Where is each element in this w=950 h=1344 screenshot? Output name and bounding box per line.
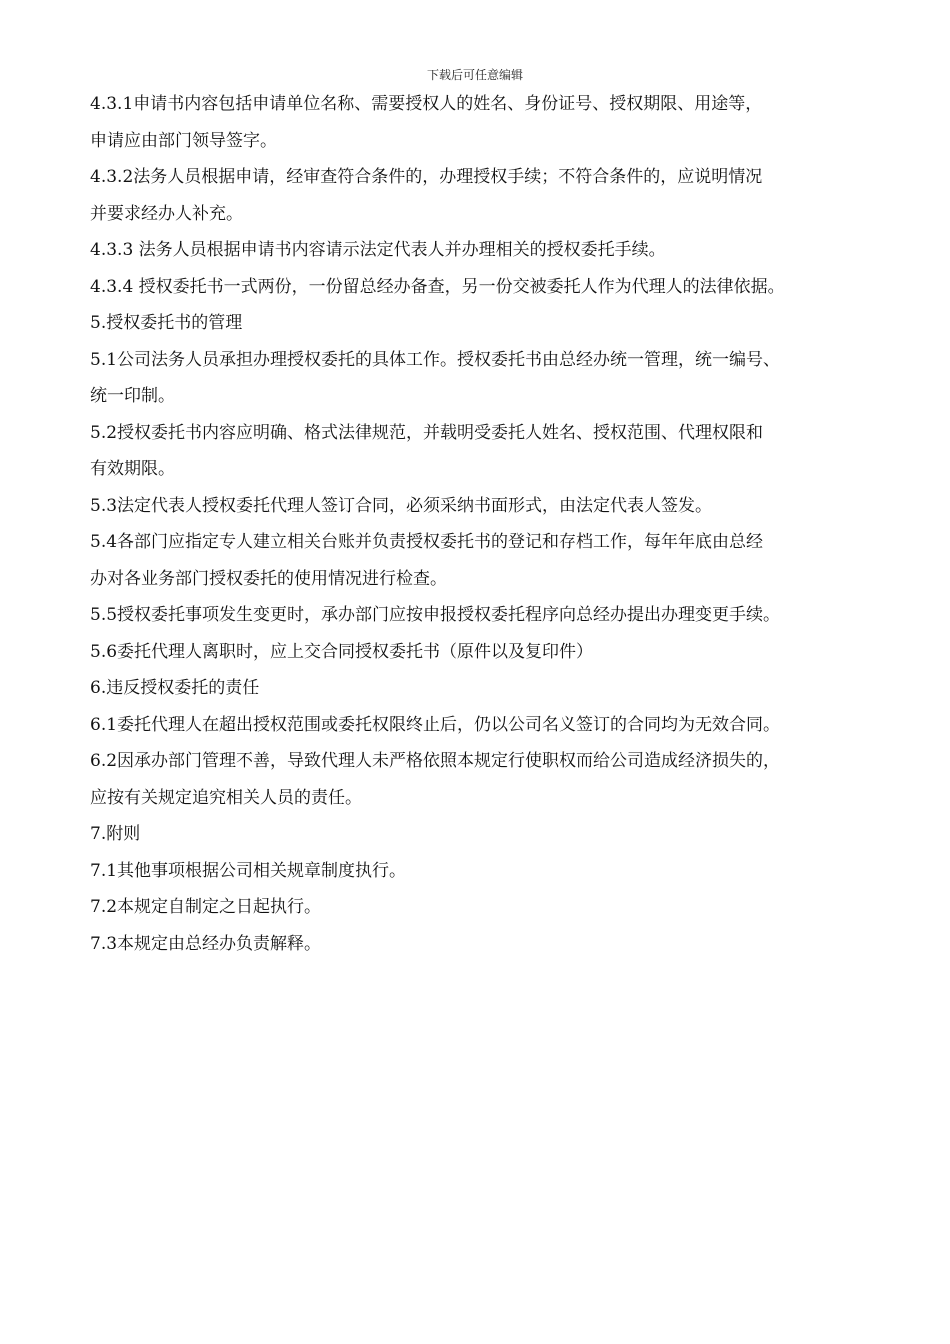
text-line: 4.3.3 法务人员根据申请书内容请示法定代表人并办理相关的授权委托手续。 [90, 240, 666, 260]
text-line: 并要求经办人补充。 [90, 203, 243, 224]
document-body [90, 86, 880, 962]
text-line: 6.2因承办部门管理不善，导致代理人未严格依照本规定行使职权而给公司造成经济损失的， [90, 751, 781, 771]
text-line: 7.3本规定由总经办负责解释。 [90, 933, 322, 954]
text-line: 申请应由部门领导签字。 [90, 130, 277, 151]
header-note: 下载后可任意编辑 [426, 68, 523, 82]
text-line: 4.3.1申请书内容包括申请单位名称、需要授权人的姓名、身份证号、授权期限、用途等， [90, 94, 763, 114]
text-line: 有效期限。 [90, 459, 175, 479]
text-line: 5.4各部门应指定专人建立相关台账并负责授权委托书的登记和存档工作，每年年底由总经 [90, 532, 764, 552]
text-line: 5.5授权委托事项发生变更时，承办部门应按申报授权委托程序向总经办提出办理变更手续。 [90, 605, 781, 625]
text-line: 5.3法定代表人授权委托代理人签订合同，必须采纳书面形式，由法定代表人签发。 [90, 495, 713, 516]
text-line: 4.3.2法务人员根据申请，经审查符合条件的，办理授权手续；不符合条件的，应说明情况 [90, 167, 763, 187]
text-line: 办对各业务部门授权委托的使用情况进行检查。 [90, 568, 447, 589]
text-line: 7.2本规定自制定之日起执行。 [90, 897, 322, 917]
section-heading: 6.违反授权委托的责任 [90, 678, 260, 698]
section-heading: 5.授权委托书的管理 [90, 313, 243, 333]
text-line: 应按有关规定追究相关人员的责任。 [90, 787, 362, 808]
text-line: 4.3.4 授权委托书一式两份，一份留总经办备查，另一份交被委托人作为代理人的法律依据。 [90, 276, 785, 297]
text-line: 5.2授权委托书内容应明确、格式法律规范，并载明受委托人姓名、授权范围、代理权限和 [90, 422, 764, 443]
text-line: 7.1其他事项根据公司相关规章制度执行。 [90, 860, 407, 881]
text-line: 5.6委托代理人离职时，应上交合同授权委托书（原件以及复印件） [90, 641, 594, 662]
section-heading: 7.附则 [90, 824, 141, 844]
text-line: 5.1公司法务人员承担办理授权委托的具体工作。授权委托书由总经办统一管理，统一编号、 [90, 349, 781, 370]
text-line: 6.1委托代理人在超出授权范围或委托权限终止后，仍以公司名义签订的合同均为无效合同。 [90, 714, 781, 735]
text-line: 统一印制。 [90, 386, 175, 406]
